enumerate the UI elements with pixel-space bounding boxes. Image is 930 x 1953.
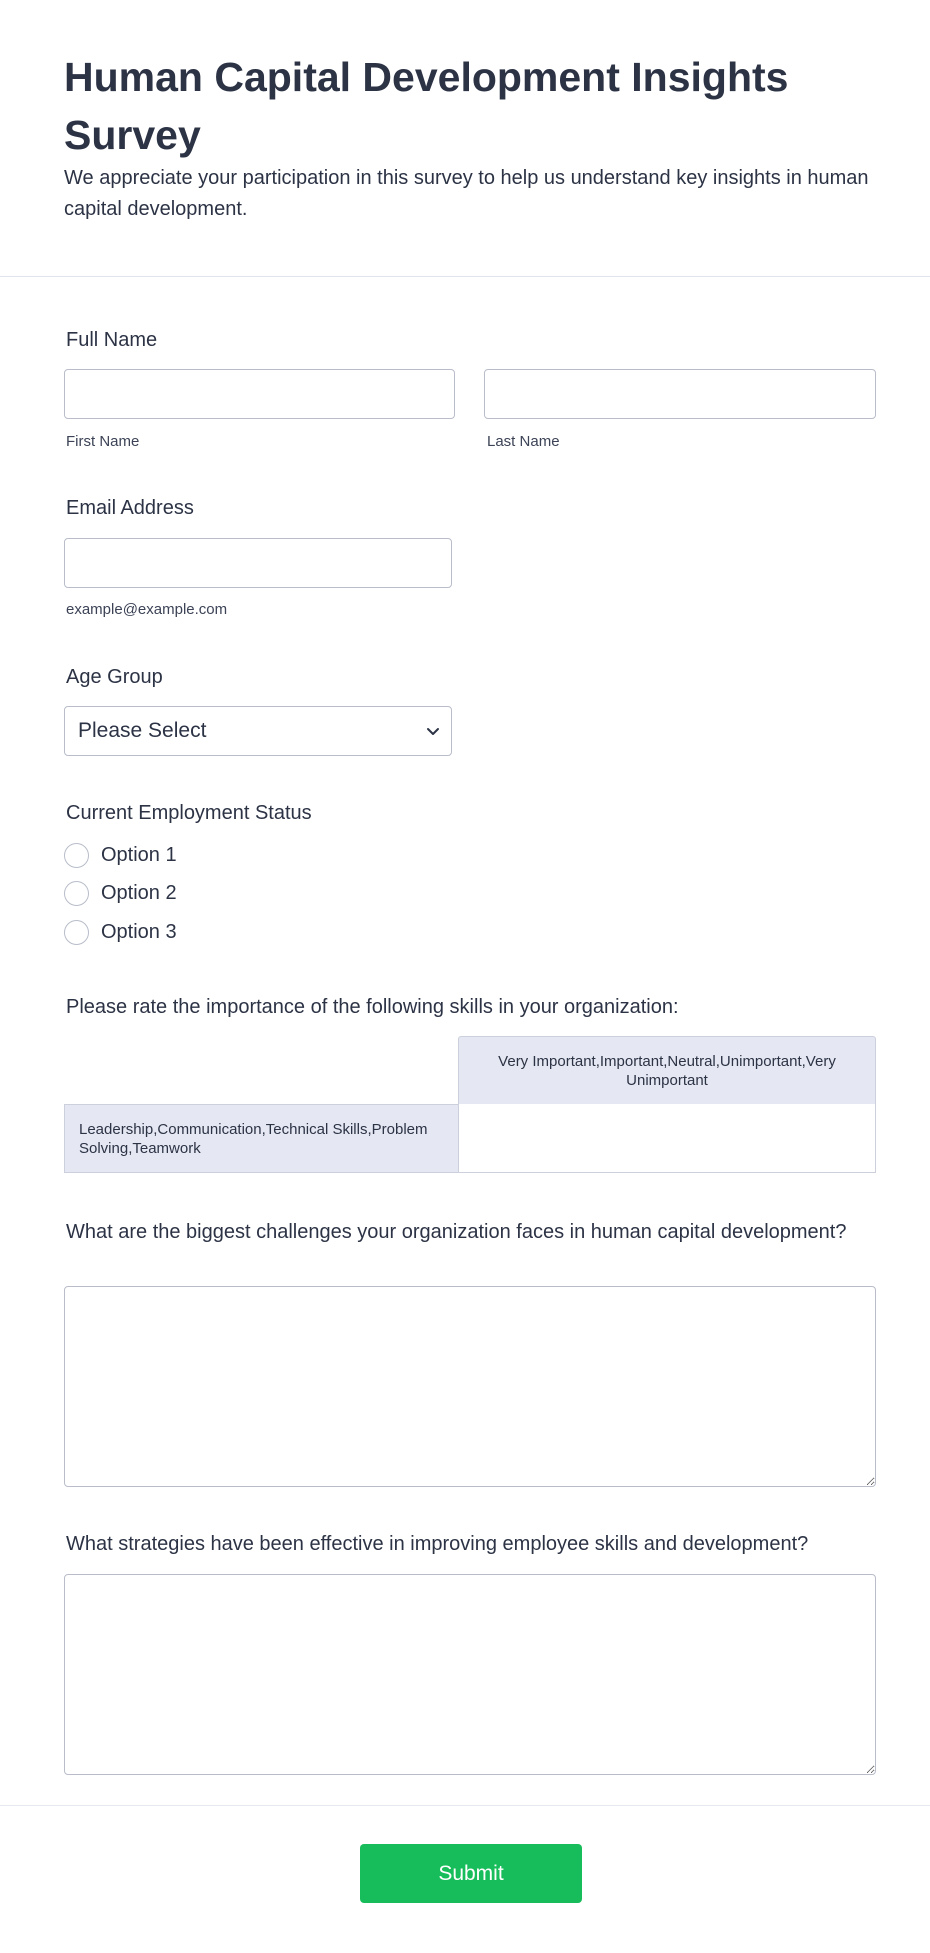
radio-circle-icon[interactable]	[64, 920, 89, 945]
matrix-column-header: Very Important,Important,Neutral,Unimportant,Very Unimportant	[458, 1036, 876, 1105]
employment-option-2[interactable]	[64, 881, 364, 907]
footer-divider	[0, 1805, 930, 1806]
age-group-selected-value: Please Select	[78, 719, 207, 742]
radio-circle-icon[interactable]	[64, 881, 89, 906]
employment-status-label: Current Employment Status	[66, 802, 312, 824]
employment-option-1[interactable]	[64, 843, 364, 869]
first-name-input[interactable]	[64, 369, 455, 419]
strategies-label: What strategies have been effective in improving employee skills and development?	[66, 1533, 809, 1555]
strategies-textarea[interactable]	[64, 1574, 876, 1775]
employment-option-label: Option 1	[101, 844, 177, 866]
skills-matrix-label: Please rate the importance of the following skills in your organization:	[66, 996, 679, 1018]
radio-circle-icon[interactable]	[64, 843, 89, 868]
form-header	[0, 0, 930, 277]
employment-option-label: Option 3	[101, 921, 177, 943]
page-title: Human Capital Development Insights Survey	[64, 54, 789, 158]
submit-button[interactable]: Submit	[360, 1844, 582, 1903]
age-group-label: Age Group	[66, 666, 163, 688]
employment-option-label: Option 2	[101, 882, 177, 904]
email-label: Email Address	[66, 497, 194, 519]
first-name-sublabel: First Name	[66, 433, 140, 450]
challenges-textarea[interactable]	[64, 1286, 876, 1487]
chevron-down-icon	[425, 723, 441, 739]
employment-option-3[interactable]	[64, 920, 364, 946]
matrix-row-header: Leadership,Communication,Technical Skills,Problem Solving,Teamwork	[64, 1104, 459, 1173]
email-sublabel: example@example.com	[66, 601, 228, 618]
age-group-select[interactable]	[64, 706, 452, 756]
matrix-cell[interactable]	[458, 1104, 876, 1173]
challenges-label: What are the biggest challenges your organization faces in human capital development?	[66, 1221, 847, 1243]
full-name-label: Full Name	[66, 329, 158, 351]
last-name-input[interactable]	[484, 369, 876, 419]
email-input[interactable]	[64, 538, 452, 588]
page-subtitle: We appreciate your participation in this survey to help us understand key insights in human capital development.	[64, 167, 869, 220]
last-name-sublabel: Last Name	[487, 433, 560, 450]
